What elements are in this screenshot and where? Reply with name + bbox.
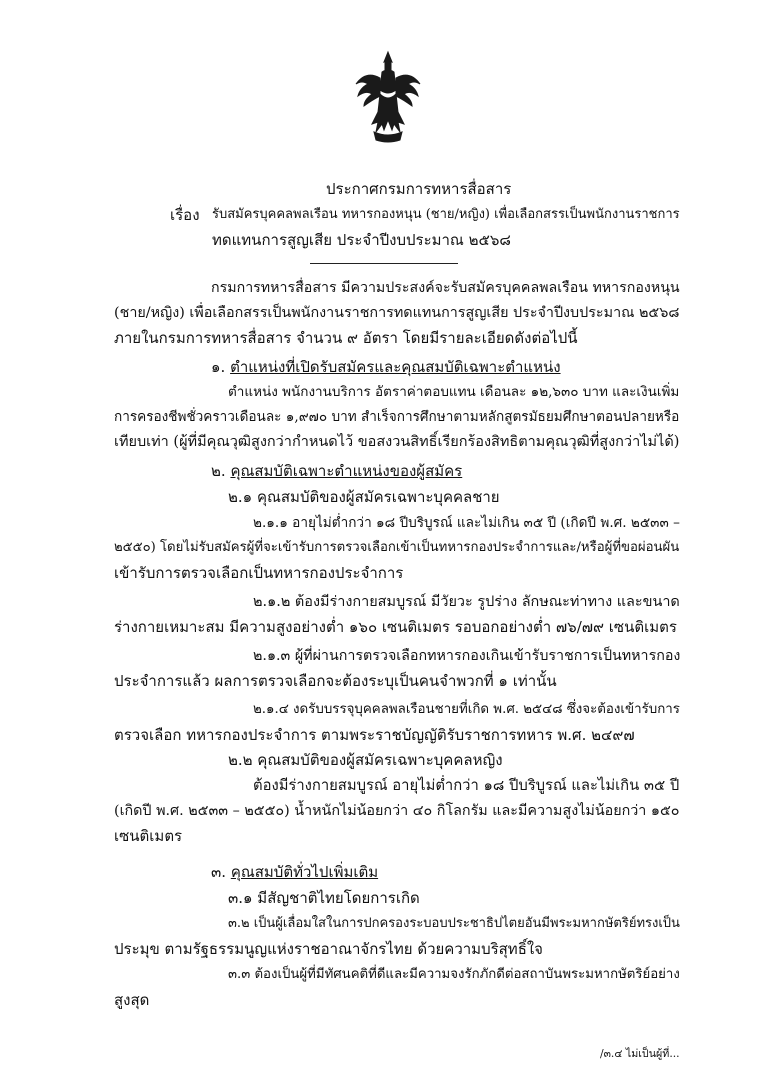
section1-heading [211, 357, 561, 377]
section-number: ๑. [211, 358, 226, 376]
subsection-heading: ๒.๒ คุณสมบัติของผู้สมัครเฉพาะบุคคลหญิง [228, 751, 503, 769]
garuda-emblem-icon [352, 50, 424, 146]
body-line: เข้ารับการตรวจเลือกเป็นทหารกองประจำการ [114, 564, 404, 582]
section3-heading [211, 862, 378, 882]
subject-label: เรื่อง [170, 206, 200, 224]
section-number: ๒. [211, 462, 226, 480]
section-number: ๓. [211, 863, 227, 881]
body-line: ๒.๑.๔ งดรับบรรจุบุคคลพลเรือนชายที่เกิด พ.ศ. ๒๕๔๘ ซึ่งจะต้องเข้ารับการ [253, 702, 680, 717]
subsection-heading: ๒.๑ คุณสมบัติของผู้สมัครเฉพาะบุคคลชาย [228, 488, 500, 506]
section2-heading [211, 461, 462, 481]
intro-line: (ชาย/หญิง) เพื่อเลือกสรรเป็นพนักงานราชการทดแทนการสูญเสีย ประจำปีงบประมาณ ๒๕๖๘ [114, 305, 680, 321]
body-line: ต้องมีร่างกายสมบูรณ์ อายุไม่ต่ำกว่า ๑๘ ปีบริบูรณ์ และไม่เกิน ๓๕ ปี [253, 777, 680, 794]
body-line: ๓.๓ ต้องเป็นผู้ที่มีทัศนคติที่ดีและมีความจงรักภักดีต่อสถาบันพระมหากษัตริย์อย่าง [228, 967, 680, 982]
body-line: ตรวจเลือก ทหารกองประจำการ ตามพระราชบัญญัติรับราชการทหาร พ.ศ. ๒๔๙๗ [114, 726, 635, 744]
body-line: การครองชีพชั่วคราวเดือนละ ๑,๙๗๐ บาท สำเร็จการศึกษาตามหลักสูตรมัธยมศึกษาตอนปลายหรือ [114, 409, 680, 425]
body-line: ๒.๑.๓ ผู้ที่ผ่านการตรวจเลือกทหารกองเกินเข้ารับราชการเป็นทหารกอง [253, 648, 681, 664]
page-continuation: /๓.๔ ไม่เป็นผู้ที่... [600, 1047, 680, 1060]
body-line: ๓.๑ มีสัญชาติไทยโดยการเกิด [228, 889, 420, 907]
section-title: คุณสมบัติทั่วไปเพิ่มเติม [230, 863, 379, 881]
intro-line: ภายในกรมการทหารสื่อสาร จำนวน ๙ อัตรา โดยมีรายละเอียดดังต่อไปนี้ [114, 329, 578, 347]
body-line: สูงสุด [114, 991, 150, 1009]
body-line: ๒๕๕๐) โดยไม่รับสมัครผู้ที่จะเข้ารับการตรวจเลือกเข้าเป็นทหารกองประจำการและ/หรือผู้ที่ขอผ่อนผัน [114, 540, 680, 555]
body-line: ๓.๒ เป็นผู้เลื่อมใสในการปกครองระบอบประชาธิปไตยอันมีพระมหากษัตริย์ทรงเป็น [228, 916, 680, 931]
body-line: ๒.๑.๒ ต้องมีร่างกายสมบูรณ์ มีวัยวะ รูปร่าง ลักษณะท่าทาง และขนาด [253, 594, 680, 610]
body-line: ประจำการแล้ว ผลการตรวจเลือกจะต้องระบุเป็นคนจำพวกที่ ๑ เท่านั้น [114, 672, 557, 690]
body-line: ๒.๑.๑ อายุไม่ต่ำกว่า ๑๘ ปีบริบูรณ์ และไม่เกิน ๓๕ ปี (เกิดปี พ.ศ. ๒๕๓๓ – [253, 515, 680, 531]
subject-line: ทดแทนการสูญเสีย ประจำปีงบประมาณ ๒๕๖๘ [212, 231, 511, 249]
section-title: ตำแหน่งที่เปิดรับสมัครและคุณสมบัติเฉพาะตำแหน่ง [230, 358, 561, 376]
body-line: เซนติเมตร [114, 827, 183, 845]
body-line: ประมุข ตามรัฐธรรมนูญแห่งราชอาณาจักรไทย ด้วยความบริสุทธิ์ใจ [114, 940, 543, 958]
section-title: คุณสมบัติเฉพาะตำแหน่งของผู้สมัคร [230, 462, 463, 480]
intro-line: กรมการทหารสื่อสาร มีความประสงค์จะรับสมัครบุคคลพลเรือน ทหารกองหนุน [211, 280, 680, 296]
body-line: เทียบเท่า (ผู้ที่มีคุณวุฒิสูงกว่ากำหนดไว้ ขอสงวนสิทธิ์เรียกร้องสิทธิตามคุณวุฒิที่สูงกว่าไม่ได้) [114, 434, 680, 450]
announcement-title: ประกาศกรมการทหารสื่อสาร [326, 180, 512, 198]
body-line: ตำแหน่ง พนักงานบริการ อัตราค่าตอบแทน เดือนละ ๑๒,๖๓๐ บาท และเงินเพิ่ม [228, 384, 680, 400]
body-line: (เกิดปี พ.ศ. ๒๕๓๓ – ๒๕๕๐) น้ำหนักไม่น้อยกว่า ๔๐ กิโลกรัม และมีความสูงไม่น้อยกว่า ๑๕๐ [114, 803, 680, 819]
body-line: ร่างกายเหมาะสม มีความสูงอย่างต่ำ ๑๖๐ เซนติเมตร รอบอกอย่างต่ำ ๗๖/๗๙ เซนติเมตร [114, 618, 677, 636]
title-divider [310, 263, 458, 264]
subject-line: รับสมัครบุคคลพลเรือน ทหารกองหนุน (ชาย/หญิง) เพื่อเลือกสรรเป็นพนักงานราชการ [212, 207, 680, 222]
